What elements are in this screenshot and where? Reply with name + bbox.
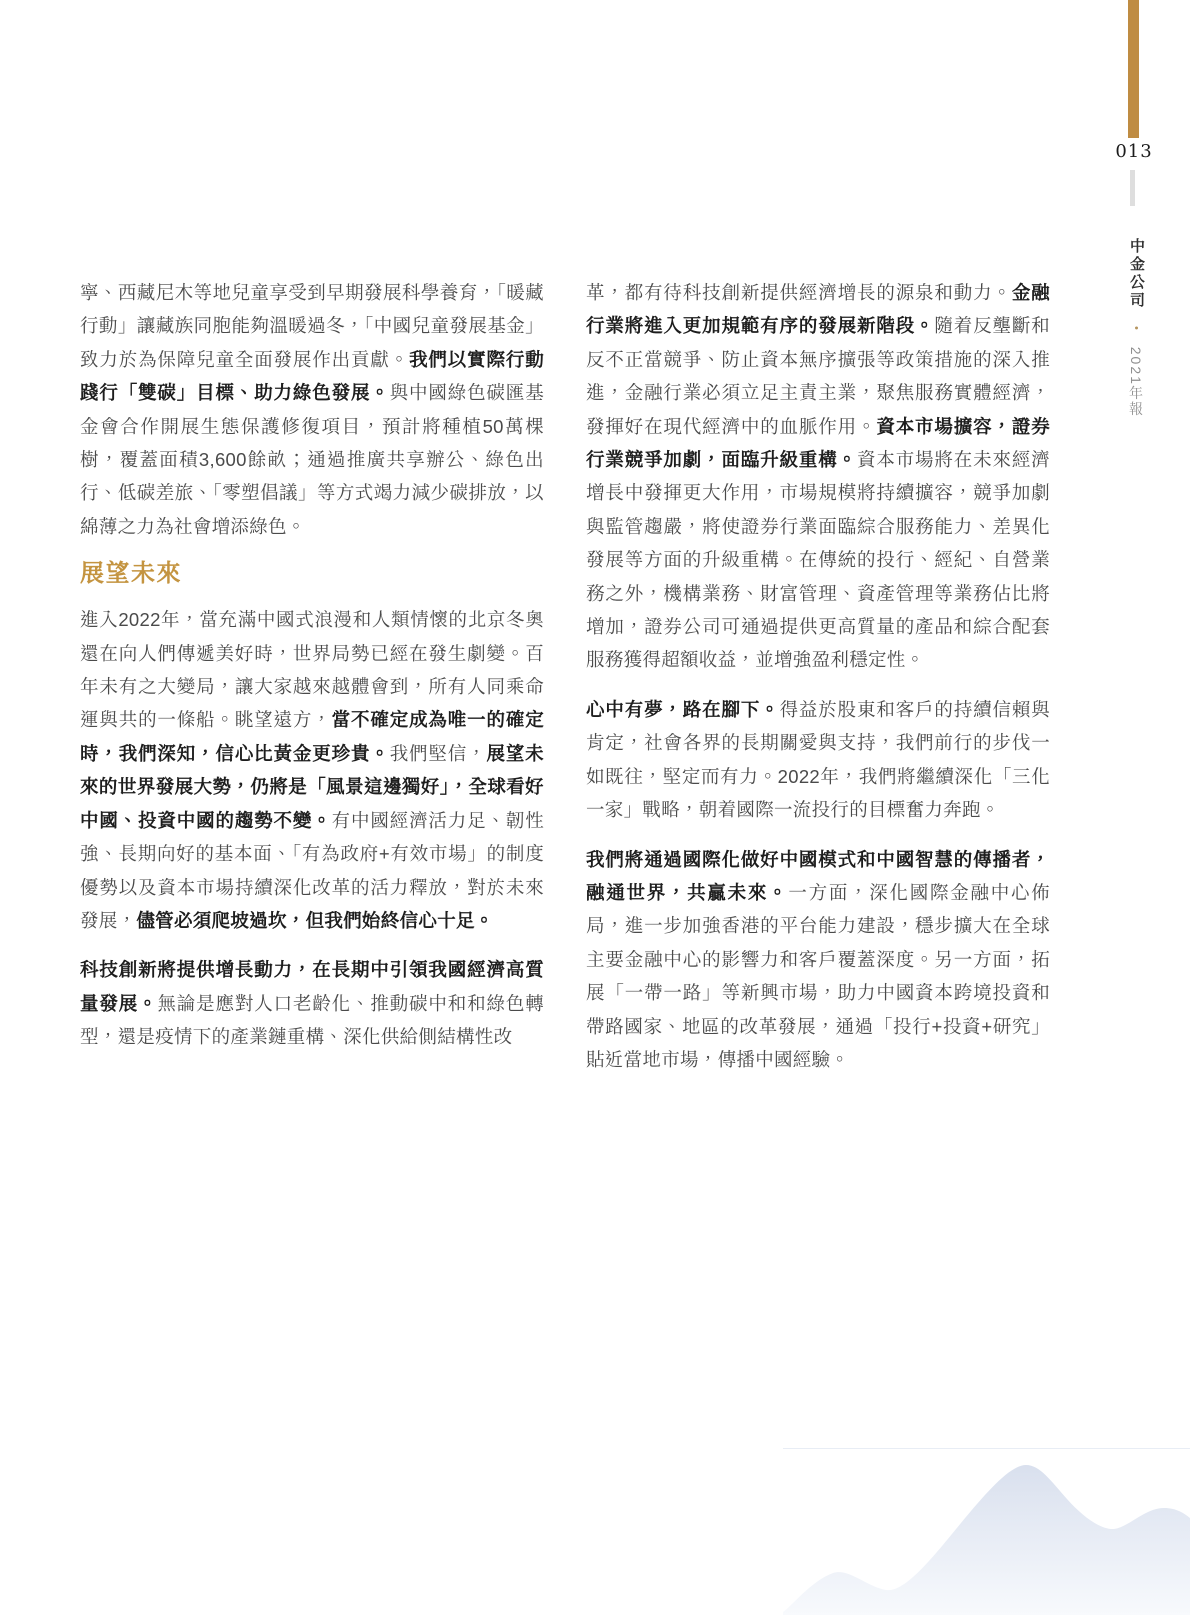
text-segment: 與中國綠色碳匯基金會合作開展生態保護修復項目，預計將種植50萬棵樹，覆蓋面積3,600餘畝；通過推廣共享辦公、綠色出行、低碳差旅、「零塑倡議」等方式竭力減少碳排放，以綿薄之力為社會增添綠色。 <box>80 382 544 537</box>
text-segment: 我們堅信， <box>389 742 487 764</box>
text-segment: 資本市場擴容，證券行業競爭加劇，面臨升級重構。 <box>586 415 1050 471</box>
paragraph <box>80 276 544 543</box>
page-number-tick <box>1130 170 1135 206</box>
text-segment: 當不確定成為唯一的確定時，我們深知，信心比黃金更珍貴。 <box>80 709 544 764</box>
text-segment: 我們將通過國際化做好中國模式和中國智慧的傳播者，融通世界，共贏未來。 <box>586 848 1050 903</box>
text-segment: 進入2022年，當充滿中國式浪漫和人類情懷的北京冬奧還在向人們傳遞美好時，世界局勢已經在發生劇變。百年未有之大變局，讓大家越來越體會到，所有人同乘命運與共的一條船。眺望遠方， <box>80 609 544 731</box>
text-segment: 隨着反壟斷和反不正當競爭、防止資本無序擴張等政策措施的深入推進，金融行業必須立足主責主業，聚焦服務實體經濟，發揮好在現代經濟中的血脈作用。 <box>586 315 1050 437</box>
section-heading: 展望未來 <box>80 560 182 588</box>
text-segment: 有中國經濟活力足、韌性強、長期向好的基本面、「有為政府+有效市場」的制度優勢以及資本市場持續深化改革的活力釋放，對於未來發展， <box>80 809 544 931</box>
text-segment: 革，都有待科技創新提供經濟增長的源泉和動力。 <box>586 282 1012 303</box>
company-name: 中金公司 <box>1128 238 1145 310</box>
text-segment: 儘管必須爬坡過坎，但我們始終信心十足。 <box>136 909 494 931</box>
text-segment: 科技創新將提供增長動力，在長期中引領我國經濟高質量發展。 <box>80 959 544 1014</box>
paragraph <box>80 953 544 1053</box>
paragraph <box>586 843 1050 1077</box>
page-number: 013 <box>1115 141 1153 162</box>
text-segment: 一方面，深化國際金融中心佈局，進一步加強香港的平台能力建設，穩步擴大在全球主要金融中心的影響力和客戶覆蓋深度。另一方面，拓展「一帶一路」等新興市場，助力中國資本跨境投資和帶路國家、地區的改革發展，通過「投行+投資+研究」貼近當地市場，傳播中國經驗。 <box>586 881 1050 1070</box>
paragraph <box>586 693 1050 827</box>
text-segment: 金融行業將進入更加規範有序的發展新階段。 <box>586 282 1050 337</box>
report-edition: 2021年報 <box>1128 346 1144 418</box>
left-column <box>80 276 544 1070</box>
mountain-illustration <box>783 1448 1190 1615</box>
text-segment: 我們以實際行動踐行「雙碳」目標、助力綠色發展。 <box>80 348 544 404</box>
paragraph <box>586 276 1050 677</box>
text-segment: 得益於股東和客戶的持續信賴與肯定，社會各界的長期關愛與支持，我們前行的步伐一如既往，堅定而有力。2022年，我們將繼續深化「三化一家」戰略，朝着國際一流投行的目標奮力奔跑。 <box>586 698 1050 821</box>
text-segment: 寧、西藏尼木等地兒童享受到早期發展科學養育，「暖藏行動」讓藏族同胞能夠溫暖過冬，「中國兒童發展基金」致力於為保障兒童全面發展作出貢獻。 <box>80 282 544 370</box>
text-segment: 資本市場將在未來經濟增長中發揮更大作用，市場規模將持續擴容，競爭加劇與監管趨嚴，將使證券行業面臨綜合服務能力、差異化發展等方面的升級重構。在傳統的投行、經紀、自營業務之外，機構業務、財富管理、資產管理等業務佔比將增加，證券公司可通過提供更高質量的產品和綜合配套服務獲得超額收益，並增強盈利穩定性。 <box>586 449 1050 671</box>
masthead-dot-icon: • <box>1130 326 1142 331</box>
mountain-silhouette <box>783 1449 1190 1615</box>
top-accent-rule <box>1128 0 1139 138</box>
text-segment: 展望未來的世界發展大勢，仍將是「風景這邊獨好」，全球看好中國、投資中國的趨勢不變。 <box>80 742 544 831</box>
paragraph <box>80 603 544 937</box>
right-column <box>586 276 1050 1092</box>
text-segment: 無論是應對人口老齡化、推動碳中和和綠色轉型，還是疫情下的產業鏈重構、深化供給側結構性改 <box>80 992 544 1048</box>
vertical-masthead <box>1122 238 1150 458</box>
text-segment: 心中有夢，路在腳下。 <box>586 698 780 720</box>
